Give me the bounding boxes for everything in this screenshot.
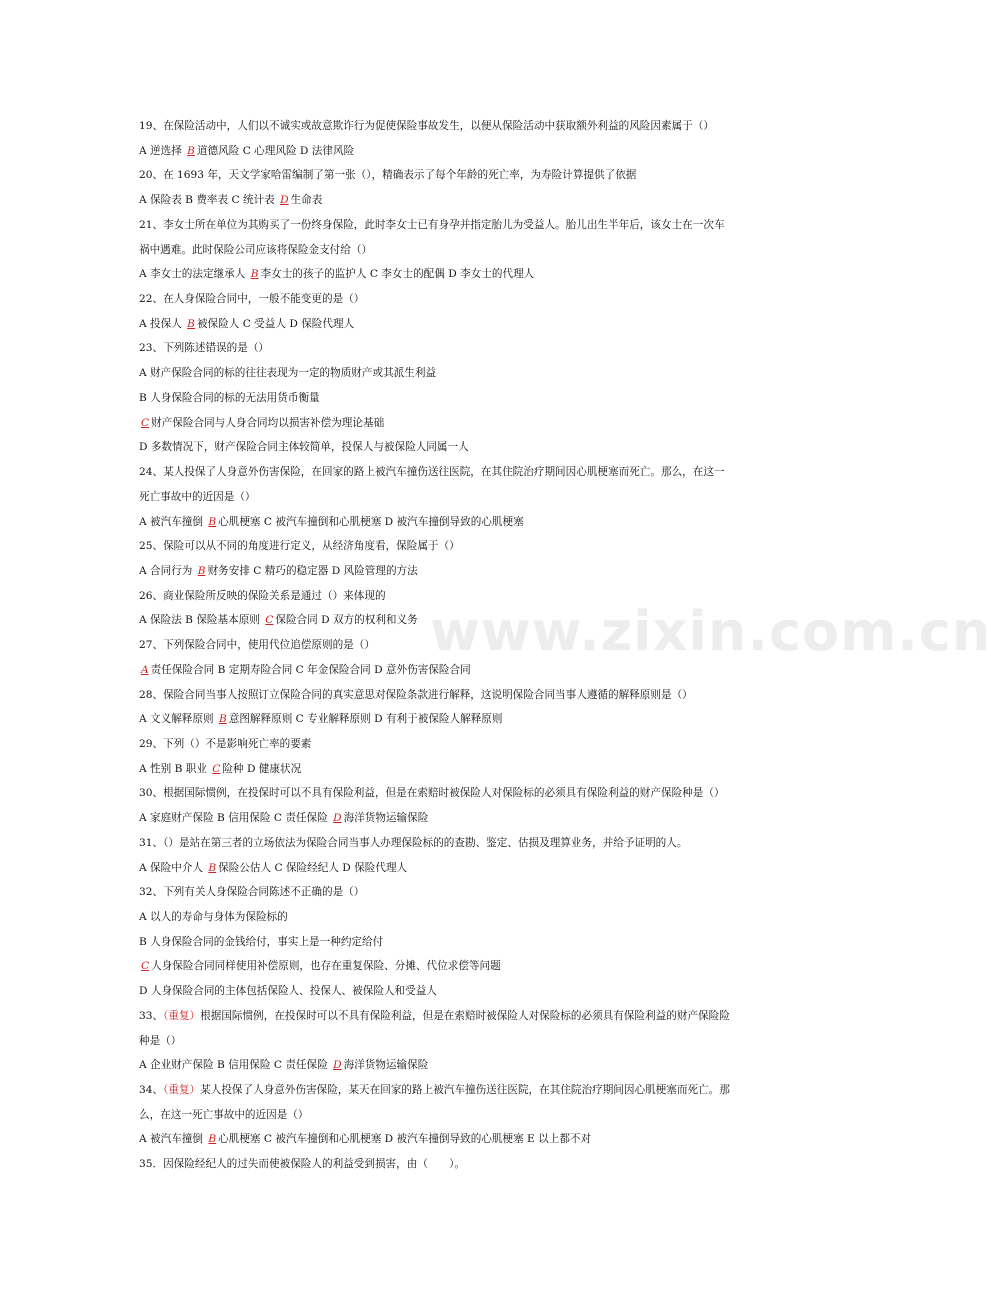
line-text: A 投保人 — [139, 317, 186, 330]
answer-mark: B — [187, 317, 195, 330]
line-text: 24、某人投保了人身意外伤害保险，在回家的路上被汽车撞伤送往医院，在其住院治疗期间因心肌梗塞而死亡。那么，在这一 — [139, 466, 725, 479]
text-line — [139, 1103, 799, 1128]
line-text: A 财产保险合同的标的往往表现为一定的物质财产或其派生利益 — [139, 367, 437, 380]
answer-mark: D — [333, 812, 342, 825]
line-text: A 保险中介人 — [139, 861, 207, 874]
text-line — [139, 707, 799, 732]
line-text: B 人身保险合同的标的无法用货币衡量 — [139, 391, 320, 404]
answer-mark: D — [280, 194, 289, 207]
line-text: A 保险表 B 费率表 C 统计表 — [139, 194, 279, 207]
text-line — [139, 559, 799, 584]
text-line — [139, 856, 799, 881]
line-text: 海洋货物运输保险 — [343, 812, 429, 825]
text-line — [139, 1029, 799, 1054]
line-text: 31、（）是站在第三者的立场依法为保险合同当事人办理保险标的的查勘、鉴定、估损及理算业务，并给予证明的人。 — [139, 836, 688, 849]
answer-mark: C — [265, 614, 274, 627]
text-line — [139, 1004, 799, 1029]
text-line — [139, 1078, 799, 1103]
line-text: 祸中遇难。此时保险公司应该将保险金支付给（） — [139, 243, 373, 256]
text-line — [139, 361, 799, 386]
line-text: 保险公估人 C 保险经纪人 D 保险代理人 — [218, 861, 408, 874]
answer-mark: B — [208, 861, 217, 874]
line-text: 35．因保险经纪人的过失而使被保险人的利益受到损害，由（ ）。 — [139, 1158, 465, 1171]
line-text: 28、保险合同当事人按照订立保险合同的真实意思对保险条款进行解释，这说明保险合同当事人遵循的解释原则是（） — [139, 688, 693, 701]
line-text: 34、 — [139, 1084, 164, 1097]
repeat-tag: （重复） — [163, 1009, 201, 1022]
text-line — [139, 287, 799, 312]
line-text: 20、在 1693 年，天文学家哈雷编制了第一张（），精确表示了每个年龄的死亡率，为寿险计算提供了依据 — [139, 169, 637, 182]
site-watermark: www.zixin.com.cn — [430, 600, 991, 663]
text-line — [139, 683, 799, 708]
line-text: 29、下列（）不是影响死亡率的要素 — [139, 737, 312, 750]
text-line — [139, 435, 799, 460]
line-text: 30、根据国际惯例，在投保时可以不具有保险利益，但是在索赔时被保险人对保险标的必须具有保险利益的财产保险种是（） — [139, 787, 725, 800]
text-line — [139, 510, 799, 535]
line-text: 财产保险合同与人身合同均以损害补偿为理论基础 — [151, 416, 385, 429]
line-text: A 合同行为 — [139, 564, 196, 577]
text-line — [139, 485, 799, 510]
answer-mark: B — [208, 515, 217, 528]
answer-mark: D — [333, 1059, 342, 1072]
text-line — [139, 930, 799, 955]
line-text: 27、下列保险合同中，使用代位追偿原则的是（） — [139, 639, 375, 652]
line-text: B 人身保险合同的金钱给付，事实上是一种约定给付 — [139, 935, 384, 948]
line-text: A 以人的寿命与身体为保险标的 — [139, 911, 288, 923]
line-text: A 文义解释原则 — [139, 713, 217, 726]
line-text: A 企业财产保险 B 信用保险 C 责任保险 — [139, 1059, 332, 1072]
text-line — [139, 312, 799, 337]
line-text: 心肌梗塞 C 被汽车撞倒和心肌梗塞 D 被汽车撞倒导致的心肌梗塞 — [218, 515, 524, 528]
text-line — [139, 534, 799, 559]
line-text: 23、下列陈述错误的是（） — [139, 342, 270, 355]
line-text: 死亡事故中的近因是（） — [139, 490, 256, 503]
line-text: 财务安排 C 精巧的稳定器 D 风险管理的方法 — [207, 564, 418, 577]
line-text: A 逆选择 — [139, 144, 186, 157]
text-line — [139, 213, 799, 238]
line-text: 21、李女士所在单位为其购买了一份终身保险，此时李女士已有身孕并指定胎儿为受益人。胎儿出生半年后，该女士在一次车 — [139, 218, 725, 231]
text-line — [139, 386, 799, 411]
answer-mark: C — [212, 762, 221, 775]
text-line — [139, 831, 799, 856]
answer-mark: B — [208, 1133, 217, 1146]
line-text: 22、在人身保险合同中，一般不能变更的是（） — [139, 293, 365, 306]
line-text: 25、保险可以从不同的角度进行定义，从经济角度看，保险属于（） — [139, 540, 460, 553]
line-text: A 被汽车撞倒 — [139, 515, 207, 528]
text-line — [139, 1127, 799, 1152]
line-text: A 家庭财产保险 B 信用保险 C 责任保险 — [139, 812, 332, 825]
text-line — [139, 114, 799, 139]
line-text: A 李女士的法定继承人 — [139, 268, 249, 281]
text-line — [139, 584, 799, 609]
text-line — [139, 411, 799, 436]
text-line — [139, 608, 799, 633]
line-text: 19、在保险活动中，人们以不诚实或故意欺诈行为促使保险事故发生，以便从保险活动中获取额外利益的风险因素属于（） — [139, 120, 714, 132]
text-line — [139, 806, 799, 831]
text-line — [139, 238, 799, 263]
text-line — [139, 732, 799, 757]
line-text: 意图解释原则 C 专业解释原则 D 有利于被保险人解释原则 — [228, 713, 503, 726]
line-text: 么，在这一死亡事故中的近因是（） — [139, 1108, 309, 1121]
line-text: 32、下列有关人身保险合同陈述不正确的是（） — [139, 886, 365, 899]
text-line — [139, 880, 799, 905]
line-text: 险种 D 健康状况 — [222, 762, 302, 775]
answer-mark: B — [197, 564, 206, 577]
line-text: 责任保险合同 B 定期寿险合同 C 年金保险合同 D 意外伤害保险合同 — [150, 663, 471, 676]
line-text: 心肌梗塞 C 被汽车撞倒和心肌梗塞 D 被汽车撞倒导致的心肌梗塞 E 以上都不对 — [218, 1133, 592, 1146]
text-line — [139, 979, 799, 1004]
line-text: 李女士的孩子的监护人 C 李女士的配偶 D 李女士的代理人 — [260, 268, 535, 281]
text-line — [139, 1152, 799, 1177]
line-text: 人身保险合同同样使用补偿原则，也存在重复保险、分摊、代位求偿等问题 — [151, 960, 501, 973]
text-line — [139, 757, 799, 782]
line-text: 保险合同 D 双方的权利和义务 — [275, 614, 418, 627]
answer-mark: B — [250, 268, 259, 281]
text-line — [139, 905, 799, 930]
line-text: 道德风险 C 心理风险 D 法律风险 — [196, 144, 355, 157]
line-text: A 保险法 B 保险基本原则 — [139, 614, 264, 627]
text-line — [139, 336, 799, 361]
line-text: D 多数情况下，财产保险合同主体较简单，投保人与被保险人同属一人 — [139, 441, 469, 454]
answer-mark: B — [218, 713, 227, 726]
line-text: A 被汽车撞倒 — [139, 1133, 207, 1146]
line-text: 种是（） — [139, 1034, 182, 1047]
text-line — [139, 1053, 799, 1078]
text-line — [139, 139, 799, 164]
line-text: A 性别 B 职业 — [139, 762, 211, 775]
text-line — [139, 781, 799, 806]
repeat-tag: （重复） — [163, 1084, 201, 1097]
line-text: 海洋货物运输保险 — [343, 1059, 429, 1072]
answer-mark: B — [187, 144, 195, 157]
text-line — [139, 460, 799, 485]
answer-mark: C — [141, 960, 150, 973]
line-text: 被保险人 C 受益人 D 保险代理人 — [196, 317, 355, 330]
text-line — [139, 262, 799, 287]
line-text: 根据国际惯例，在投保时可以不具有保险利益，但是在索赔时被保险人对保险标的必须具有保险利益的财产保险险 — [200, 1009, 730, 1022]
text-line — [139, 954, 799, 979]
line-text: 某人投保了人身意外伤害保险，某天在回家的路上被汽车撞伤送往医院，在其住院治疗期间因心肌梗塞而死亡。那 — [200, 1084, 730, 1097]
question-list — [139, 114, 799, 1177]
answer-mark: A — [141, 663, 149, 676]
text-line — [139, 633, 799, 658]
text-line — [139, 658, 799, 683]
line-text: 26、商业保险所反映的保险关系是通过（）来体现的 — [139, 589, 386, 602]
line-text: 生命表 — [290, 194, 323, 207]
text-line — [139, 163, 799, 188]
line-text: D 人身保险合同的主体包括保险人、投保人、被保险人和受益人 — [139, 985, 437, 998]
line-text: 33、 — [139, 1009, 164, 1022]
text-line — [139, 188, 799, 213]
answer-mark: C — [141, 416, 150, 429]
